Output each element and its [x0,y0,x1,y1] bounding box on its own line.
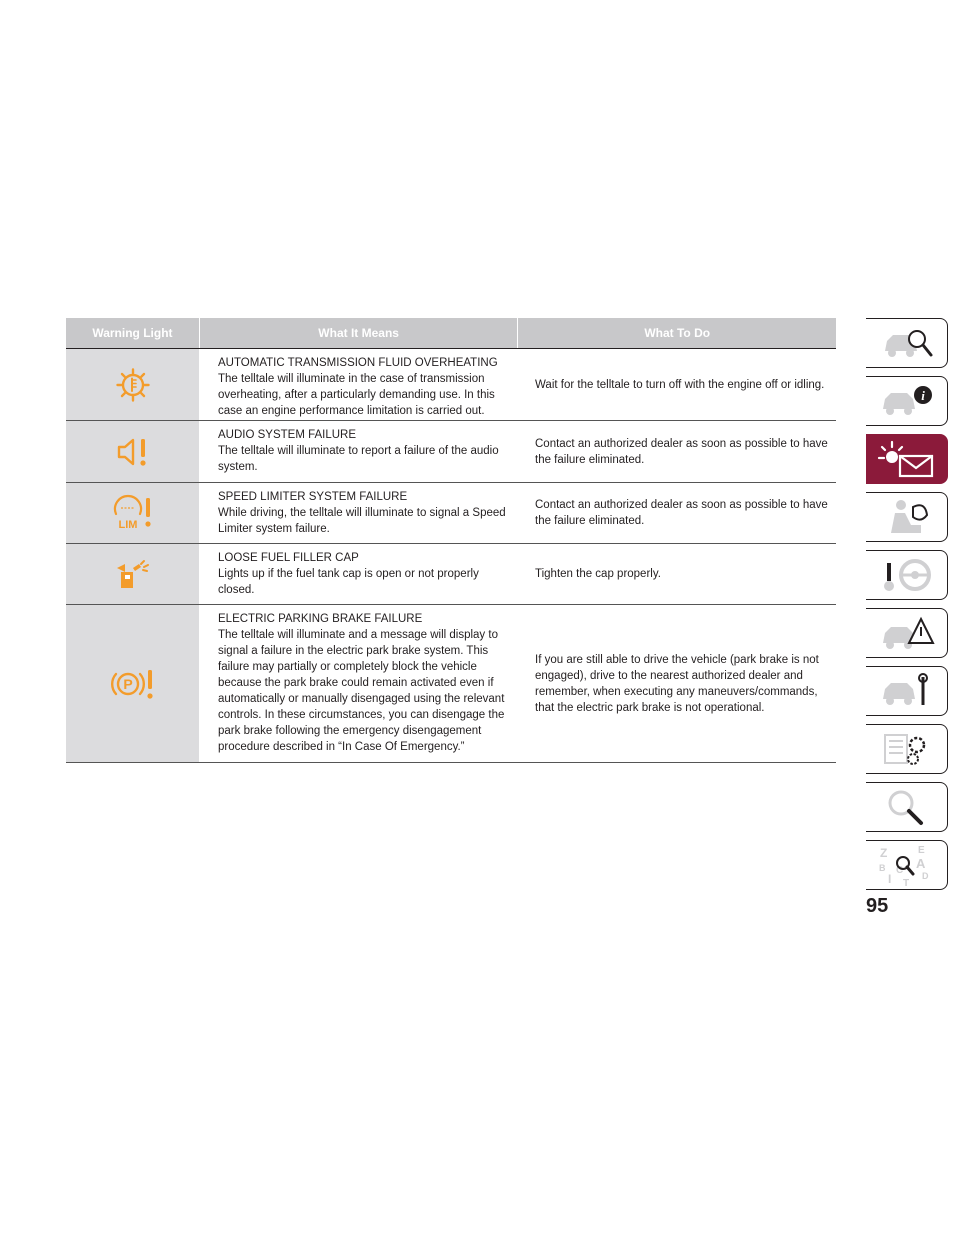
audio-system-failure-icon [113,434,153,470]
header-what-to-do: What To Do [518,318,836,348]
table-header [66,318,836,348]
tab-safety[interactable] [866,492,948,542]
meaning-cell [199,544,517,604]
speed-limiter-label: LIM [118,519,137,531]
todo-cell [517,544,836,604]
seat-airbag-icon [877,497,937,537]
todo-cell [517,349,836,420]
car-breakdown-warning-icon [877,613,937,653]
icon-cell [66,421,199,482]
tab-in-case-of-emergency[interactable] [866,608,948,658]
index-letter: I [887,872,891,886]
svg-text:i: i [920,388,925,403]
header-what-it-means: What It Means [200,318,518,348]
electric-parking-brake-failure-icon [110,666,156,702]
meaning-cell [199,349,517,420]
warning-description: The telltale will illuminate and a message will display to signal a failure in the electric park brake system. This failure may partially or completely block the vehicle because the park brake could remain activated even if automatically or manually disengaged using the relevant controls. In these circumstances, you can disengage the park brake following the emergency disengagement procedure described in “In Case Of Emergency.” [218,629,505,753]
meaning-cell [199,421,517,482]
todo-cell [517,421,836,482]
meaning-cell [199,483,517,543]
loose-fuel-cap-icon [113,556,153,592]
index-letter: B [878,863,885,873]
warning-description: The telltale will illuminate in the case of transmission overheating, after a particularly demanding use. In this case an engine performance limitation is carried out. [218,373,495,417]
specifications-gears-icon [877,729,937,769]
alphabetical-index-icon [876,843,938,887]
warning-title: AUDIO SYSTEM FAILURE [218,429,357,441]
warning-title: AUTOMATIC TRANSMISSION FLUID OVERHEATING [218,357,498,369]
key-steering-wheel-icon [877,555,937,595]
warning-lights-table [66,318,836,763]
tab-starting-and-operating[interactable] [866,550,948,600]
index-letter: E [917,845,925,856]
table-row [66,544,836,605]
todo-text: If you are still able to drive the vehicle (park brake is not engaged), drive to the nearest authorized dealer and remember, when executing any maneuvers/commands, that the electric park brake is not operational. [535,653,819,714]
icon-cell [66,544,199,604]
todo-text: Contact an authorized dealer as soon as possible to have the failure eliminated. [535,499,828,527]
transmission-temperature-icon [115,367,151,403]
icon-cell [66,349,199,420]
parking-brake-label: P [122,675,133,692]
todo-cell [517,605,836,762]
todo-text: Wait for the telltale to turn off with the engine off or idling. [535,378,825,391]
warning-title: SPEED LIMITER SYSTEM FAILURE [218,491,408,503]
warning-description: While driving, the telltale will illuminate to signal a Speed Limiter system failure. [218,507,506,535]
table-row [66,349,836,421]
car-search-icon [877,323,937,363]
todo-text: Tighten the cap properly. [535,568,661,580]
todo-text: Contact an authorized dealer as soon as possible to have the failure eliminated. [535,437,828,466]
index-letter: Z [879,846,887,860]
index-letter: C [895,865,903,876]
tab-warning-lights-messages[interactable] [866,434,948,484]
icon-cell [66,483,199,543]
index-letter: T [902,878,909,887]
todo-cell [517,483,836,543]
speed-limiter-failure-icon [111,494,155,532]
warning-light-message-icon [876,438,938,480]
warning-title: ELECTRIC PARKING BRAKE FAILURE [218,613,423,625]
table-row [66,605,836,763]
tab-multimedia[interactable] [866,782,948,832]
page-number: 95 [866,895,889,917]
table-row [66,421,836,483]
tab-servicing-and-maintenance[interactable] [866,666,948,716]
icon-cell [66,605,199,762]
meaning-cell [199,605,517,762]
warning-description: The telltale will illuminate to report a failure of the audio system. [218,445,499,473]
warning-title: LOOSE FUEL FILLER CAP [218,552,359,564]
warning-description: Lights up if the fuel tank cap is open or not properly closed. [218,568,479,596]
tab-getting-to-know-vehicle[interactable] [866,318,948,368]
tab-technical-specifications[interactable] [866,724,948,774]
car-wrench-icon [877,671,937,711]
car-info-icon [877,381,937,421]
table-row [66,483,836,544]
index-letter: A [915,856,925,871]
header-warning-light: Warning Light [66,318,199,348]
magnifier-icon [877,787,937,827]
tab-getting-to-know-instrument-panel[interactable] [866,376,948,426]
tab-index[interactable] [866,840,948,890]
index-letter: D [921,871,928,881]
